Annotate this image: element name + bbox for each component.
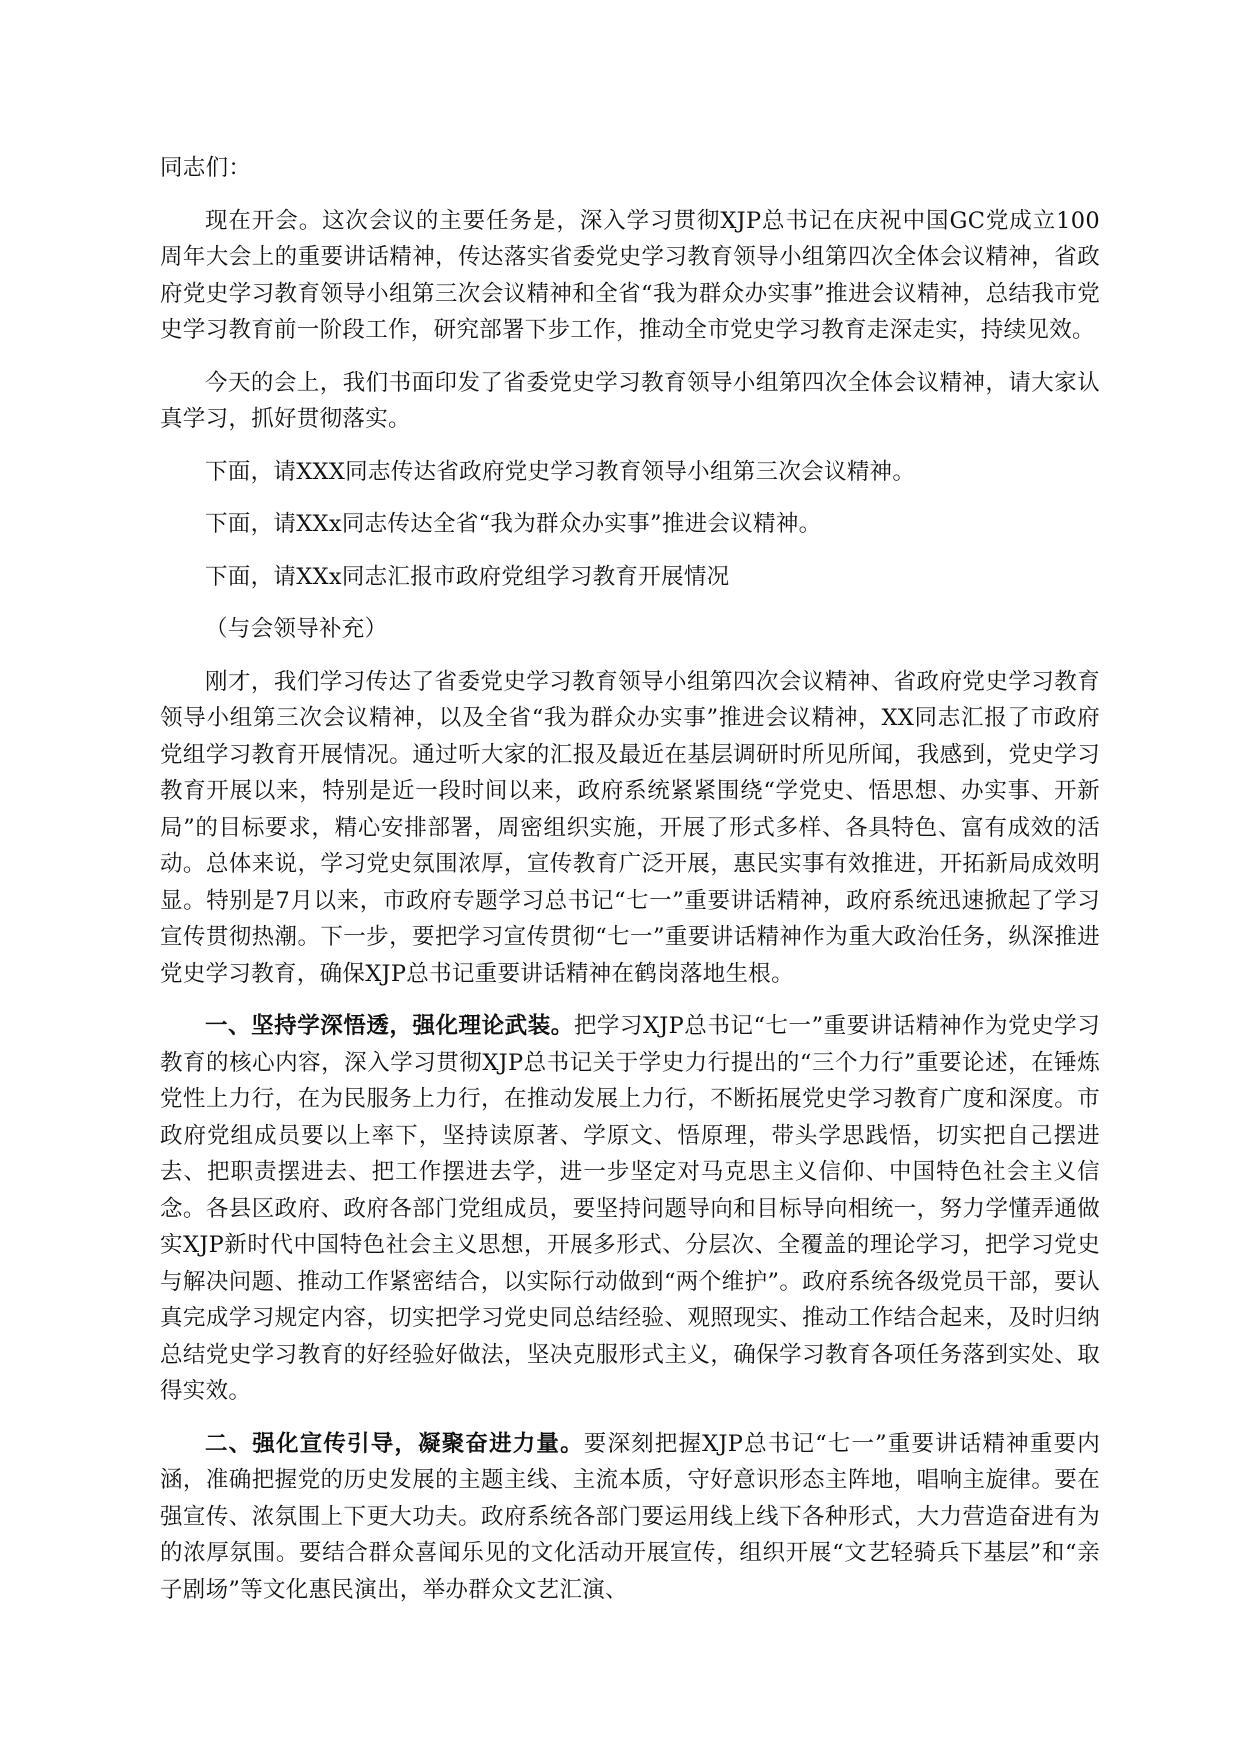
section-heading: 一、坚持学深悟透，强化理论武装。: [205, 1013, 574, 1039]
paragraph-agenda-item: 下面，请XXx同志汇报市政府党组学习教育开展情况: [205, 563, 730, 590]
section-heading: 二、强化宣传引导，凝聚奋进力量。: [205, 1430, 584, 1457]
salutation: 同志们：: [160, 155, 252, 181]
section-body: 把学习XJP总书记“七一”重要讲话精神作为党史学习教育的核心内容，深入学习贯彻XJP总书记关于学史力行提出的“三个力行”重要论述，在锤炼党性上力行，在为民服务上力行，在推动发展上力行，不断拓展党史学习教育广度和深度。市政府党组成员要以上率下，坚持读原著、学原文、悟原理，带头学思践悟，切实把自己摆进去、把职责摆进去、把工作摆进去学，进一步坚定对马克思主义信仰、中国特色社会主义信念。各县区政府、政府各部门党组成员，要坚持问题导向和目标导向相统一，努力学懂弄通做实XJP新时代中国特色社会主义思想，开展多形式、分层次、全覆盖的理论学习，把学习党史与解决问题、推动工作紧密结合，以实际行动做到“两个维护”。政府系统各级党员干部，要认真完成学习规定内容，切实把学习党史同总结经验、观照现实、推动工作结合起来，及时归纳总结党史学习教育的好经验好做法，坚决克服形式主义，确保学习教育各项任务落到实处、取得实效。: [160, 1013, 1100, 1404]
paragraph-printed-materials: 今天的会上，我们书面印发了省委党史学习教育领导小组第四次全体会议精神，请大家认真学习，抓好贯彻落实。: [160, 369, 1100, 432]
paragraph-opening: 现在开会。这次会议的主要任务是，深入学习贯彻XJP总书记在庆祝中国GC党成立100周年大会上的重要讲话精神，传达落实省委党史学习教育领导小组第四次全体会议精神，省政府党史学习教育领导小组第三次会议精神和全省“我为群众办实事”推进会议精神，总结我市党史学习教育前一阶段工作，研究部署下步工作，推动全市党史学习教育走深走实，持续见效。: [160, 207, 1100, 343]
paragraph-agenda-item: 下面，请XXX同志传达省政府党史学习教育领导小组第三次会议精神。: [205, 458, 916, 485]
section-paragraph: [160, 1008, 1100, 1410]
paragraph-agenda-item: 下面，请XXx同志传达全省“我为群众办实事”推进会议精神。: [205, 511, 822, 537]
paragraph-note: （与会领导补充）: [205, 616, 388, 642]
section-paragraph: [160, 1426, 1100, 1609]
section-body: 要深刻把握XJP总书记“七一”重要讲话精神重要内涵，准确把握党的历史发展的主题主线、主流本质，守好意识形态主阵地，唱响主旋律。要在强宣传、浓氛围上下更大功夫。政府系统各部门要运用线上线下各种形式，大力营造奋进有为的浓厚氛围。要结合群众喜闻乐见的文化活动开展宣传，组织开展“文艺轻骑兵下基层”和“亲子剧场”等文化惠民演出，举办群众文艺汇演、: [160, 1430, 1100, 1603]
paragraph-summary: 刚才，我们学习传达了省委党史学习教育领导小组第四次会议精神、省政府党史学习教育领导小组第三次会议精神，以及全省“我为群众办实事”推进会议精神，XX同志汇报了市政府党组学习教育开展情况。通过听大家的汇报及最近在基层调研时所见所闻，我感到，党史学习教育开展以来，特别是近一段时间以来，政府系统紧紧围绕“学党史、悟思想、办实事、开新局”的目标要求，精心安排部署，周密组织实施，开展了形式多样、各具特色、富有成效的活动。总体来说，学习党史氛围浓厚，宣传教育广泛开展，惠民实事有效推进，开拓新局成效明显。特别是7月以来，市政府专题学习总书记“七一”重要讲话精神，政府系统迅速掀起了学习宣传贯彻热潮。下一步，要把学习宣传贯彻“七一”重要讲话精神作为重大政治任务，纵深推进党史学习教育，确保XJP总书记重要讲话精神在鹤岗落地生根。: [160, 668, 1100, 987]
document-page: [160, 150, 1100, 1624]
